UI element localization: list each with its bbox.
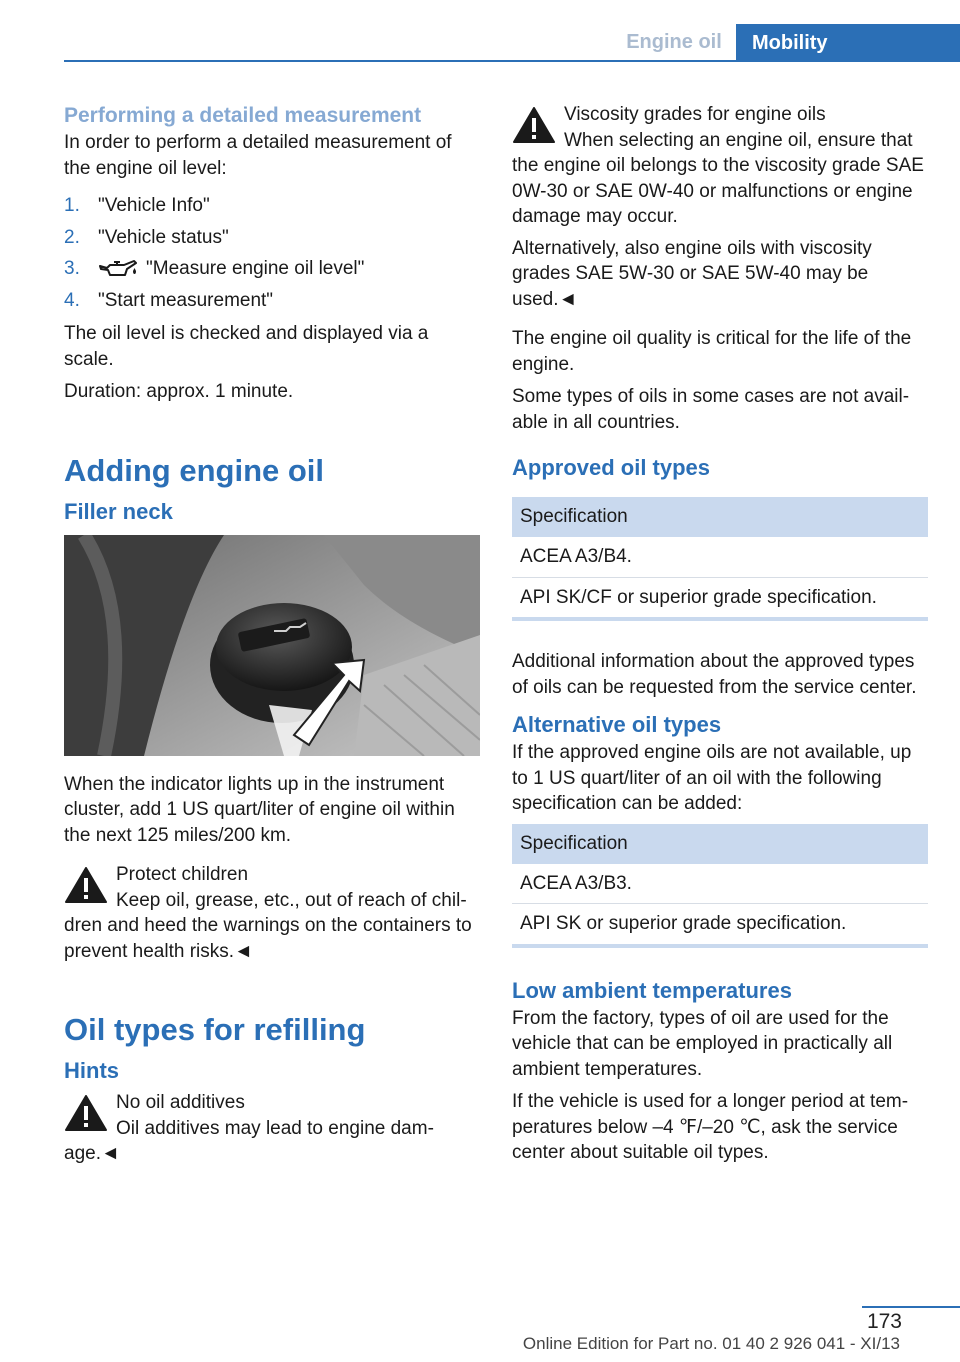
hints-heading: Hints [64, 1058, 119, 1083]
low-temp-text-1: From the factory, types of oil are used for the vehicle that can be employed in practically all ambient temperatures. [512, 1007, 893, 1080]
table-row [512, 577, 928, 617]
warning-title: No oil additives [116, 1092, 245, 1113]
table-cell: ACEA A3/B3. [512, 864, 928, 904]
warning-protect-children [64, 862, 480, 964]
warning-viscosity [512, 102, 928, 230]
table-bottom-rule [512, 617, 928, 621]
approved-heading: Approved oil types [512, 455, 711, 480]
left-column [64, 100, 480, 1173]
scale-text: The oil level is checked and displayed via a scale. [64, 323, 429, 370]
availability-text: Some types of oils in some cases are not available in all countries. [512, 386, 910, 433]
step-text: "Vehicle Info" [98, 195, 210, 216]
list-item [64, 222, 480, 254]
measure-intro: In order to perform a detailed measurement of the engine oil level: [64, 132, 452, 179]
alt-viscosity-text: Alternatively, also engine oils with viscosity grades SAE 5W-30 or SAE 5W-40 may be used.◄ [512, 237, 872, 310]
table-header: Specification [512, 497, 928, 537]
step-number: 3. [64, 258, 80, 279]
indicator-text: When the indicator lights up in the instrument cluster, add 1 US quart/liter of engine oil within the next 125 miles/200 km. [64, 773, 455, 846]
warning-triangle-icon [64, 1094, 108, 1132]
alternative-oil-table [512, 824, 928, 944]
low-temp-heading: Low ambient temperatures [512, 977, 792, 1003]
table-row [512, 904, 928, 944]
step-text: "Vehicle status" [98, 226, 229, 248]
measure-heading: Performing a detailed measurement [64, 104, 422, 127]
page-number-rule [862, 1306, 960, 1308]
header-chapter-tab: Engine oil [626, 31, 722, 53]
quality-text: The engine oil quality is critical for the life of the engine. [512, 328, 912, 375]
filler-heading: Filler neck [64, 498, 173, 524]
step-number: 2. [64, 226, 80, 248]
table-row [512, 864, 928, 904]
edition-footer: Online Edition for Part no. 01 40 2 926 041 - XI/13 [522, 1334, 900, 1353]
step-number: 4. [64, 289, 80, 311]
header-rule [64, 60, 960, 62]
table-cell: ACEA A3/B4. [512, 537, 928, 577]
warning-no-additives [64, 1090, 480, 1167]
step-text: "Measure engine oil level" [146, 258, 365, 279]
right-column [512, 100, 928, 1173]
list-item [64, 253, 480, 285]
adding-heading: Adding engine oil [64, 452, 325, 488]
page-number: 173 [866, 1310, 902, 1333]
table-cell: API SK or superior grade specification. [520, 913, 847, 934]
step-text: "Start measurement" [98, 289, 274, 311]
list-item [64, 190, 480, 222]
warning-triangle-icon [64, 866, 108, 904]
warning-title: Protect children [116, 864, 249, 885]
oil-can-icon [98, 259, 138, 279]
steps-list [64, 190, 480, 316]
warning-body: Keep oil, grease, etc., out of reach of children and heed the warnings on the containers to prevent health risks.◄ [64, 889, 472, 962]
warning-body: Oil additives may lead to engine damage.◄ [64, 1117, 434, 1164]
warning-body: When selecting an engine oil, ensure that the engine oil belongs to the viscosity grade SAE 0W-30 or SAE 0W-40 or malfunctions or engine damage may occur. [512, 129, 924, 227]
warning-triangle-icon [512, 106, 556, 144]
table-bottom-rule [512, 944, 928, 948]
warning-title: Viscosity grades for engine oils [564, 104, 826, 125]
approved-oil-table [512, 497, 928, 617]
low-temp-text-2: If the vehicle is used for a longer period at temperatures below –4 ℉/–20 ℃, ask the service center about suitable oil types. [512, 1091, 909, 1163]
additional-info-text: Additional information about the approved types of oils can be requested from the service center. [512, 651, 917, 698]
alternative-text: If the approved engine oils are not available, up to 1 US quart/liter of an oil with the following specification can be added: [512, 742, 912, 814]
table-header: Specification [512, 824, 928, 864]
table-row [512, 537, 928, 577]
header-section-tab: Mobility [736, 24, 960, 62]
oil-types-heading: Oil types for refilling [64, 1012, 366, 1047]
list-item [64, 285, 480, 317]
filler-neck-photo [64, 535, 480, 756]
step-number: 1. [64, 195, 80, 216]
table-cell: API SK/CF or superior grade specification. [520, 586, 877, 608]
alternative-heading: Alternative oil types [512, 712, 722, 737]
duration-text: Duration: approx. 1 minute. [64, 381, 294, 402]
